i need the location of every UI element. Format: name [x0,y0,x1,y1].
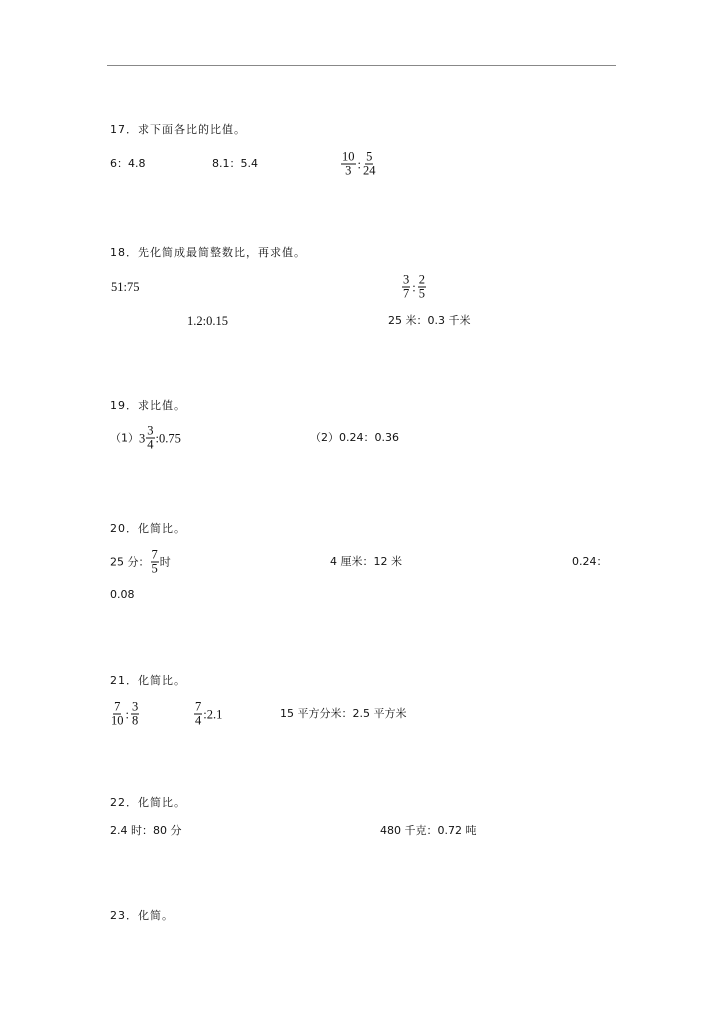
ratio-colon: : [412,280,416,294]
q19-item-a [110,425,181,452]
q18-item-c: 1.2:0.15 [187,314,228,328]
question-19-title: 19．求比值。 [110,399,186,412]
denominator: 24 [362,163,376,178]
q20-item-c: 0.24： [572,555,608,568]
unit-label: 时 [159,555,171,568]
numerator: 7 [195,699,202,714]
question-17-title: 17．求下面各比的比值。 [110,123,246,136]
ratio-colon: : [357,157,361,171]
denominator: 4 [147,437,154,452]
numerator: 2 [418,272,425,287]
q21-item-b [193,701,222,728]
ratio-prefix: 25 分： [110,555,150,568]
denominator: 7 [403,286,410,301]
numerator: 5 [366,149,373,164]
header-rule [107,65,616,66]
numerator: 10 [342,149,355,164]
q22-item-b: 480 千克：0.72 吨 [380,824,477,837]
denominator: 8 [131,713,139,728]
numerator: 7 [114,699,121,714]
mixed-number [139,425,181,452]
denominator: 5 [418,286,425,301]
fraction [363,151,376,178]
numerator: 7 [151,547,158,562]
q18-item-a: 51:75 [111,280,140,294]
q21-item-c: 15 平方分米：2.5 平方米 [280,707,407,720]
fraction [402,274,410,301]
question-21-title: 21．化简比。 [110,674,186,687]
q20-item-b: 4 厘米：12 米 [330,555,402,568]
denominator: 10 [111,713,124,728]
denominator: 5 [151,561,158,576]
ratio-colon: : [125,707,129,721]
denominator: 3 [345,163,352,178]
question-20-title: 20．化简比。 [110,522,186,535]
q22-item-a: 2.4 时：80 分 [110,824,182,837]
ratio-rest: :2.1 [203,707,223,721]
ratio-rest: :0.75 [155,431,181,445]
fraction [418,274,426,301]
q17-item-b: 8.1：5.4 [212,157,258,170]
question-22-title: 22．化简比。 [110,796,186,809]
fraction [151,549,159,576]
denominator: 4 [195,713,202,728]
q17-item-c [340,151,376,178]
numerator: 3 [403,272,410,287]
q20-item-a [110,549,171,576]
q21-item-a [110,701,140,728]
fraction [341,151,356,178]
fraction [111,701,124,728]
question-18-title: 18．先化简成最简整数比，再求值。 [110,246,306,259]
q19-item-b: （2）0.24：0.36 [310,431,399,444]
question-23-title: 23．化简。 [110,909,174,922]
q17-item-a: 6：4.8 [110,157,146,170]
numerator: 3 [131,699,139,714]
item-label: （1） [110,431,139,444]
q18-item-d: 25 米：0.3 千米 [388,314,471,327]
q20-item-c-continued: 0.08 [110,588,135,601]
fraction [131,701,139,728]
fraction [194,701,202,728]
numerator: 3 [147,423,154,438]
fraction [146,425,154,452]
q18-item-b [401,274,427,301]
whole-part: 3 [139,431,146,445]
